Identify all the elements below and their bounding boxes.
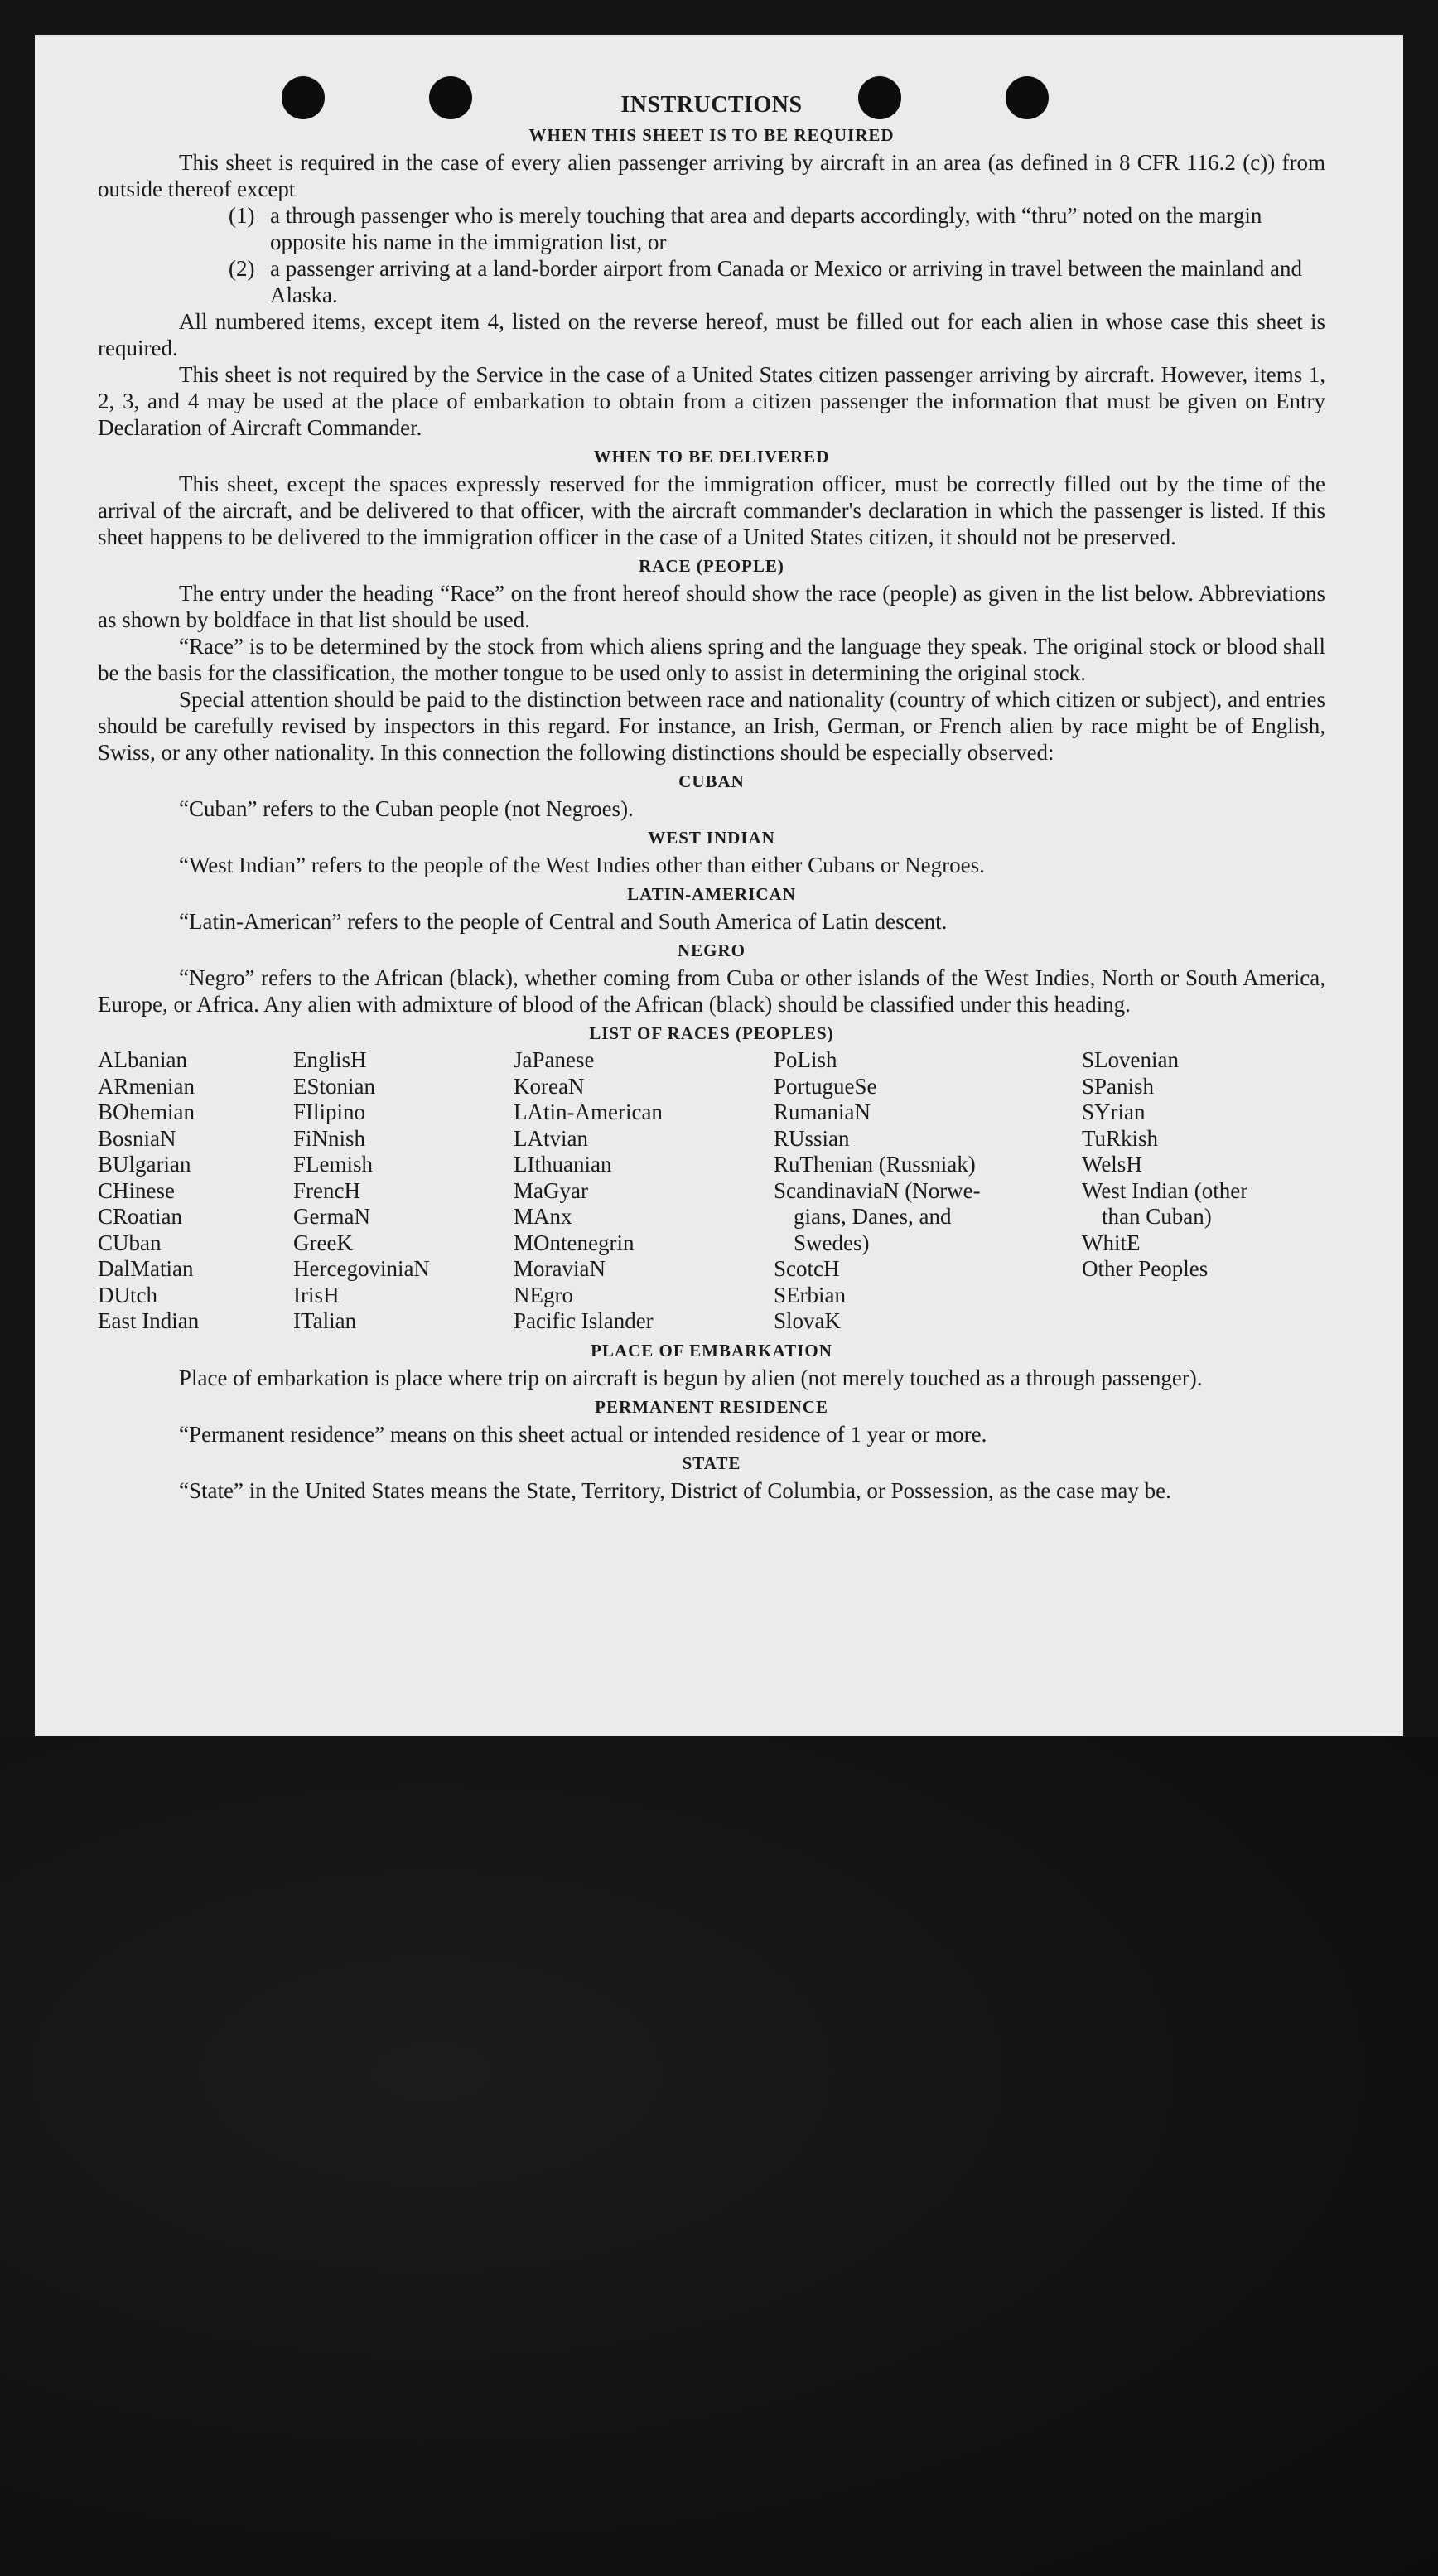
race-entry: SlovaK <box>774 1308 841 1333</box>
race-entry: ALbanian <box>98 1047 187 1072</box>
race-entry: FrencH <box>293 1177 360 1203</box>
race-entry: ARmenian <box>98 1073 195 1099</box>
race-entry: FLemish <box>293 1152 374 1177</box>
race-entry: LAtvian <box>514 1125 588 1151</box>
race-entry: MaGyar <box>514 1177 588 1203</box>
section-heading-west-indian: WEST INDIAN <box>648 828 775 848</box>
race-entry: PortugueSe <box>774 1073 877 1099</box>
paragraph: “State” in the United States means the State, Territory, District of Columbia, or Possession, as the case may be. <box>179 1477 1171 1503</box>
paragraph: The entry under the heading “Race” on the front hereof should show the race (people) as given in the list below. Abbreviations as shown by boldface in that list should be used. <box>98 581 1325 632</box>
race-entry: GreeK <box>293 1230 353 1255</box>
item-text: a passenger arriving at a land-border airport from Canada or Mexico or arriving in travel between the mainland and Alaska. <box>270 256 1303 307</box>
item-number: (1) <box>229 203 255 228</box>
race-entry: MAnx <box>514 1204 572 1229</box>
paragraph: All numbered items, except item 4, listed on the reverse hereof, must be filled out for each alien in whose case this sheet is required. <box>98 309 1325 360</box>
section-heading-residence: PERMANENT RESIDENCE <box>595 1396 828 1417</box>
race-entry: IrisH <box>293 1282 340 1307</box>
section-heading-negro: NEGRO <box>677 940 746 960</box>
paragraph: “Permanent residence” means on this sheet actual or intended residence of 1 year or more. <box>179 1421 987 1447</box>
section-heading-state: STATE <box>682 1452 741 1473</box>
race-entry: MoraviaN <box>514 1256 606 1281</box>
section-heading-race: RACE (PEOPLE) <box>639 556 784 576</box>
race-entry: SErbian <box>774 1282 846 1307</box>
race-entry: SLovenian <box>1082 1047 1179 1072</box>
race-entry: RUssian <box>774 1125 850 1151</box>
race-entry: DUtch <box>98 1282 157 1307</box>
race-entry: Pacific Islander <box>514 1308 654 1333</box>
race-entry: SPanish <box>1082 1073 1155 1099</box>
paragraph: This sheet, except the spaces expressly reserved for the immigration officer, must be correctly filled out by the time of the arrival of the aircraft, and be delivered to that officer, with the aircraft commander's declaration in which the passenger is listed. If this sheet happens to be delivered to the immigration officer in the case of a United States citizen, it should not be preserved. <box>98 471 1325 549</box>
paragraph: This sheet is not required by the Service in the case of a United States citizen passenger arriving by aircraft. However, items 1, 2, 3, and 4 may be used at the place of embarkation to obtain from a citizen passenger the information that must be given on Entry Declaration of Aircraft Commander. <box>98 362 1325 440</box>
race-entry: EStonian <box>293 1073 375 1099</box>
race-entry: DalMatian <box>98 1256 194 1281</box>
race-entry: LIthuanian <box>514 1152 612 1177</box>
race-entry: GermaN <box>293 1204 370 1229</box>
section-heading-required: WHEN THIS SHEET IS TO BE REQUIRED <box>528 125 895 145</box>
race-entry: TuRkish <box>1082 1125 1159 1151</box>
section-heading-cuban: CUBAN <box>678 771 745 791</box>
race-entry: MOntenegrin <box>514 1230 635 1255</box>
race-entry: NEgro <box>514 1282 573 1307</box>
race-entry: SYrian <box>1082 1100 1146 1124</box>
race-entry: CHinese <box>98 1177 175 1203</box>
races-list <box>98 1047 1325 1335</box>
paragraph: “Negro” refers to the African (black), whether coming from Cuba or other islands of the West Indies, North or South America, Europe, or Africa. Any alien with admixture of blood of the African (black) should be classified under this heading. <box>98 965 1325 1017</box>
paragraph: This sheet is required in the case of every alien passenger arriving by aircraft in an area (as defined in 8 CFR 116.2 (c)) from outside thereof except <box>98 150 1325 201</box>
race-entry: gians, Danes, and <box>794 1204 952 1229</box>
race-entry: RumaniaN <box>774 1100 871 1124</box>
race-entry: CRoatian <box>98 1204 182 1229</box>
race-entry: HercegoviniaN <box>293 1256 430 1281</box>
race-entry: FIlipino <box>293 1100 366 1124</box>
race-entry: than Cuban) <box>1102 1204 1212 1229</box>
race-entry: Swedes) <box>794 1230 870 1255</box>
race-entry: WhitE <box>1082 1230 1141 1255</box>
race-entry <box>1082 1283 1325 1309</box>
paragraph: “Race” is to be determined by the stock from which aliens spring and the language they speak. The original stock or blood shall be the basis for the classification, the mother tongue to be used only to assist in determining the original stock. <box>98 634 1325 685</box>
race-entry: BosniaN <box>98 1125 176 1151</box>
item-text: a through passenger who is merely touching that area and departs accordingly, with “thru” noted on the margin opposite his name in the immigration list, or <box>270 203 1262 254</box>
race-entry: East Indian <box>98 1308 200 1333</box>
paragraph: “West Indian” refers to the people of the West Indies other than either Cubans or Negroes. <box>179 853 985 877</box>
page-title: INSTRUCTIONS <box>620 92 803 118</box>
race-entry: ITalian <box>293 1308 357 1333</box>
paragraph: “Latin-American” refers to the people of Central and South America of Latin descent. <box>179 909 948 934</box>
list-item <box>229 202 1325 255</box>
item-number: (2) <box>229 256 255 281</box>
race-entry: BOhemian <box>98 1100 195 1124</box>
paragraph: “Cuban” refers to the Cuban people (not Negroes). <box>179 796 634 821</box>
race-entry: LAtin-American <box>514 1100 663 1124</box>
race-entry: Other Peoples <box>1082 1256 1209 1281</box>
section-heading-latin-american: LATIN-AMERICAN <box>627 884 796 904</box>
section-heading-delivered: WHEN TO BE DELIVERED <box>593 447 830 466</box>
race-entry: FiNnish <box>293 1125 366 1151</box>
race-entry: JaPanese <box>514 1047 595 1072</box>
section-heading-embarkation: PLACE OF EMBARKATION <box>591 1340 832 1360</box>
race-entry: RuThenian (Russniak) <box>774 1152 976 1177</box>
section-heading-list-of-races: LIST OF RACES (PEOPLES) <box>589 1023 834 1043</box>
list-item <box>229 255 1325 308</box>
race-entry: PoLish <box>774 1047 837 1072</box>
race-entry: EnglisH <box>293 1047 367 1072</box>
instructions-content <box>98 91 1325 1504</box>
paragraph: Special attention should be paid to the distinction between race and nationality (country of which citizen or subject), and entries should be carefully revised by inspectors in this regard. For instance, an Irish, German, or French alien by race might be of English, Swiss, or any other nationality. In this connection the following distinctions should be especially observed: <box>98 687 1325 765</box>
race-entry: KoreaN <box>514 1073 585 1099</box>
race-entry: CUban <box>98 1230 162 1255</box>
race-entry: ScotcH <box>774 1256 840 1281</box>
race-entry: WelsH <box>1082 1152 1142 1177</box>
scanner-background <box>0 1736 1438 2576</box>
race-entry: ScandinaviaN (Norwe- <box>774 1177 981 1203</box>
paragraph: Place of embarkation is place where trip on aircraft is begun by alien (not merely touched as a through passenger). <box>179 1365 1203 1390</box>
race-entry: West Indian (other <box>1082 1177 1248 1203</box>
race-entry: BUlgarian <box>98 1152 191 1177</box>
race-entry <box>1082 1308 1325 1335</box>
